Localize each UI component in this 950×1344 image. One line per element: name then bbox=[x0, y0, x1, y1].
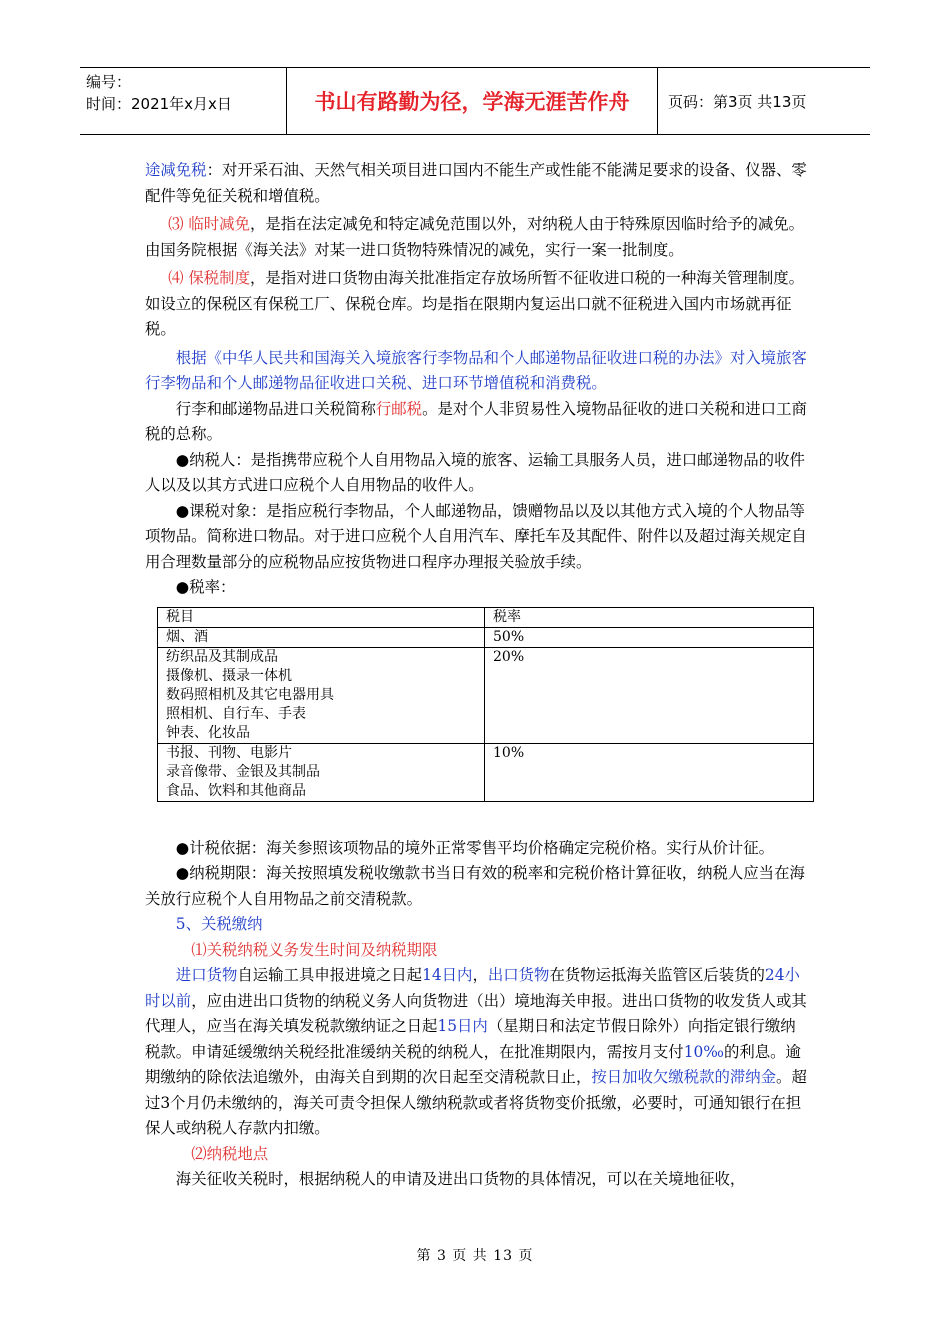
table-cell: 20% bbox=[485, 647, 814, 743]
page-header bbox=[80, 67, 870, 135]
header-meta bbox=[80, 68, 287, 134]
tax-item: 书报、刊物、电影片 bbox=[166, 744, 292, 761]
paragraph-text: ，应由进出口货物的纳税义务人向货物进（出）境地海关申报。进出口货物的收发货人或其代理人，应当在海关填发税款缴纳证之日起 bbox=[145, 991, 807, 1035]
tax-item: 钟表、化妆品 bbox=[166, 724, 250, 741]
term-highlight: 出口货物 bbox=[487, 966, 550, 984]
section-heading: 5、关税缴纳 bbox=[175, 915, 263, 933]
term-highlight: 按日加收欠缴税款的滞纳金 bbox=[591, 1068, 777, 1086]
paragraph bbox=[145, 212, 810, 263]
table-row bbox=[158, 743, 814, 801]
paragraph-text: ，是指在法定减免和特定减免范围以外，对纳税人由于特殊原因临时给予的减免。由国务院根据《海关法》对某一进口货物特殊情况的减免，实行一案一批制度。 bbox=[145, 215, 805, 259]
term-highlight: 24小时以前 bbox=[145, 966, 800, 1010]
paragraph bbox=[145, 266, 810, 343]
document-number-label: 编号： bbox=[86, 73, 132, 91]
term-highlight: 途减免税 bbox=[145, 161, 207, 179]
bullet-paragraph: ●税率： bbox=[175, 578, 236, 596]
term-highlight: 10‰ bbox=[683, 1042, 724, 1061]
item-number: ⑶ bbox=[168, 215, 189, 233]
table-cell bbox=[158, 627, 485, 647]
paragraph-text: ， bbox=[472, 966, 488, 984]
subsection-heading: ⑵纳税地点 bbox=[191, 1144, 269, 1163]
item-number: ⑷ bbox=[168, 269, 189, 287]
header-motto: 书山有路勤为径，学海无涯苦作舟 bbox=[287, 68, 658, 134]
term-highlight: 14日内 bbox=[422, 966, 473, 984]
table-cell: 10% bbox=[485, 743, 814, 801]
paragraph-text: 的利息。逾期缴纳的除依法追缴外，由海关自到期的次日起至交清税款日止， bbox=[145, 1042, 801, 1086]
table-cell bbox=[158, 647, 485, 743]
table-row bbox=[158, 627, 814, 647]
tax-item: 录音像带、金银及其制品 bbox=[166, 763, 320, 780]
tax-rate-table bbox=[157, 607, 814, 802]
tax-item: 纺织品及其制成品 bbox=[166, 648, 278, 665]
tax-item: 摄像机、摄录一体机 bbox=[166, 667, 292, 684]
header-page-info: 页码：第3页 共13页 bbox=[668, 92, 807, 111]
page-footer: 第 3 页 共 13 页 bbox=[416, 1248, 534, 1264]
bullet-paragraph: ●计税依据：海关参照该项物品的境外正常零售平均价格确定完税价格。实行从价计征。 bbox=[175, 838, 775, 857]
table-cell bbox=[158, 743, 485, 801]
table-header: 税目 bbox=[158, 607, 485, 627]
document-date: 时间：2021年x月x日 bbox=[86, 95, 232, 113]
paragraph-text: 自运输工具申报进境之日起 bbox=[237, 966, 423, 984]
paragraph-text: （星期日和法定节假日除外）向指定银行缴纳税款。申请延缓缴纳关税经批准缓纳关税的纳税人，在批准期限内，需按月支付 bbox=[145, 1017, 796, 1061]
table-cell: 50% bbox=[485, 627, 814, 647]
bullet-paragraph: ●纳税人：是指携带应税个人自用物品入境的旅客、运输工具服务人员，进口邮递物品的收件人以及以其方式进口应税个人自用物品的收件人。 bbox=[145, 450, 805, 494]
subsection-heading: ⑴关税纳税义务发生时间及纳税期限 bbox=[191, 940, 438, 959]
paragraph bbox=[145, 158, 810, 209]
table-header: 税率 bbox=[485, 607, 814, 627]
paragraph-text: ：对开采石油、天然气相关项目进口国内不能生产或性能不能满足要求的设备、仪器、零配件等免征关税和增值税。 bbox=[145, 161, 807, 205]
paragraph-text: 。是对个人非贸易性入境物品征收的进口关税和进口工商税的总称。 bbox=[145, 399, 807, 443]
paragraph bbox=[145, 963, 810, 1142]
tax-item: 照相机、自行车、手表 bbox=[166, 705, 306, 722]
paragraph bbox=[145, 397, 810, 448]
tax-item: 食品、饮料和其他商品 bbox=[166, 782, 306, 799]
tax-item: 烟、酒 bbox=[166, 628, 208, 645]
document-body bbox=[145, 158, 810, 1193]
term-highlight: 进口货物 bbox=[175, 966, 238, 984]
tax-item: 数码照相机及其它电器用具 bbox=[166, 686, 334, 703]
paragraph-text: 。超过3个月仍未缴纳的，海关可责令担保人缴纳税款或者将货物变价抵缴，必要时，可通知银行在担保人或纳税人存款内扣缴。 bbox=[145, 1068, 807, 1137]
bullet-paragraph: ●课税对象：是指应税行李物品，个人邮递物品，馈赠物品以及以其他方式入境的个人物品等项物品。简称进口物品。对于进口应税个人自用汽车、摩托车及其配件、附件以及超过海关规定自用合理数量部分的应税物品应按货物进口程序办理报关验放手续。 bbox=[145, 501, 807, 571]
term-highlight: 15日内 bbox=[437, 1017, 488, 1035]
paragraph-text: ，是指对进口货物由海关批准指定存放场所暂不征收进口税的一种海关管理制度。如设立的保税区有保税工厂、保税仓库。均是指在限期内复运出口就不征税进入国内市场就再征税。 bbox=[145, 269, 805, 338]
term-highlight: 临时减免 bbox=[188, 215, 250, 233]
paragraph-text: 在货物运抵海关监管区后装货的 bbox=[549, 966, 765, 984]
term-highlight: 保税制度 bbox=[188, 269, 250, 287]
term-highlight: 行邮税 bbox=[375, 399, 423, 418]
paragraph: 根据《中华人民共和国海关入境旅客行李物品和个人邮递物品征收进口税的办法》对入境旅客行李物品和个人邮递物品征收进口关税、进口环节增值税和消费税。 bbox=[145, 348, 807, 392]
table-header-row bbox=[158, 607, 814, 627]
bullet-paragraph: ●纳税期限：海关按照填发税收缴款书当日有效的税率和完税价格计算征收，纳税人应当在海关放行应税个人自用物品之前交清税款。 bbox=[145, 864, 805, 908]
table-row bbox=[158, 647, 814, 743]
paragraph-text: 行李和邮递物品进口关税简称 bbox=[175, 399, 376, 418]
paragraph: 海关征收关税时，根据纳税人的申请及进出口货物的具体情况，可以在关境地征收， bbox=[175, 1170, 746, 1188]
